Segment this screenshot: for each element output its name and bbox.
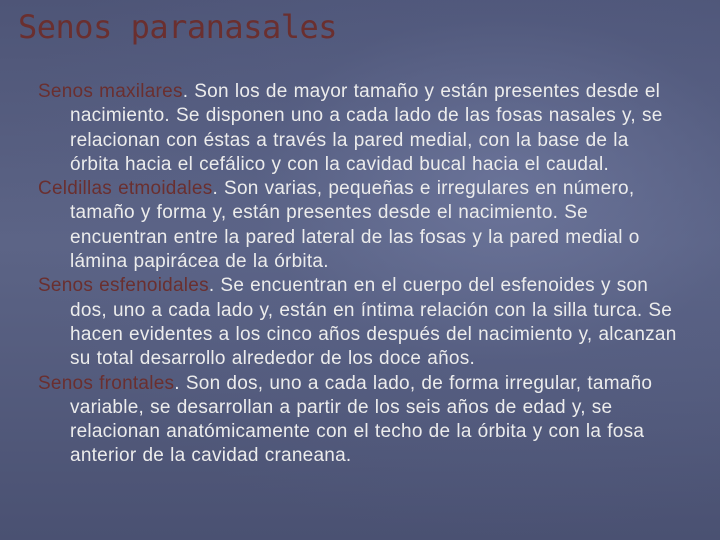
paragraph-celdillas-etmoidales (38, 177, 678, 274)
paragraph-text: . Son dos, uno a cada lado, de forma irregular, tamaño variable, se desarrollan a partir de los seis años de edad y, se relacionan anatómicamente con el techo de la órbita y con la fosa anterior de la cavidad craneana. (70, 372, 653, 467)
term-label: Senos esfenoidales (38, 275, 209, 297)
slide-title: Senos paranasales (18, 8, 338, 46)
paragraph-senos-maxilares (38, 80, 678, 177)
paragraph-text: . Son los de mayor tamaño y están presentes desde el nacimiento. Se disponen uno a cada lado de las fosas nasales y, se relacionan con éstas a través la pared medial, con la base de la órbita hacia el cefálico y con la cavidad bucal hacia el caudal. (70, 81, 663, 175)
paragraph-senos-frontales (38, 372, 678, 469)
paragraph-text: . Se encuentran en el cuerpo del esfenoides y son dos, uno a cada lado y, están en íntima relación con la silla turca. Se hacen evidentes a los cinco años después del nacimiento y, alcanzan su total desarrollo alrededor de los doce años. (70, 275, 677, 370)
term-label: Senos maxilares (38, 81, 183, 102)
paragraph-senos-esfenoidales (38, 274, 678, 371)
slide-content (38, 80, 678, 469)
paragraph-text: . Son varias, pequeñas e irregulares en número, tamaño y forma y, están presentes desde el nacimiento. Se encuentran entre la pared lateral de las fosas y la pared medial o lámina papirácea de la órbita. (70, 178, 640, 273)
term-label: Senos frontales (38, 372, 175, 394)
term-label: Celdillas etmoidales (38, 178, 213, 200)
